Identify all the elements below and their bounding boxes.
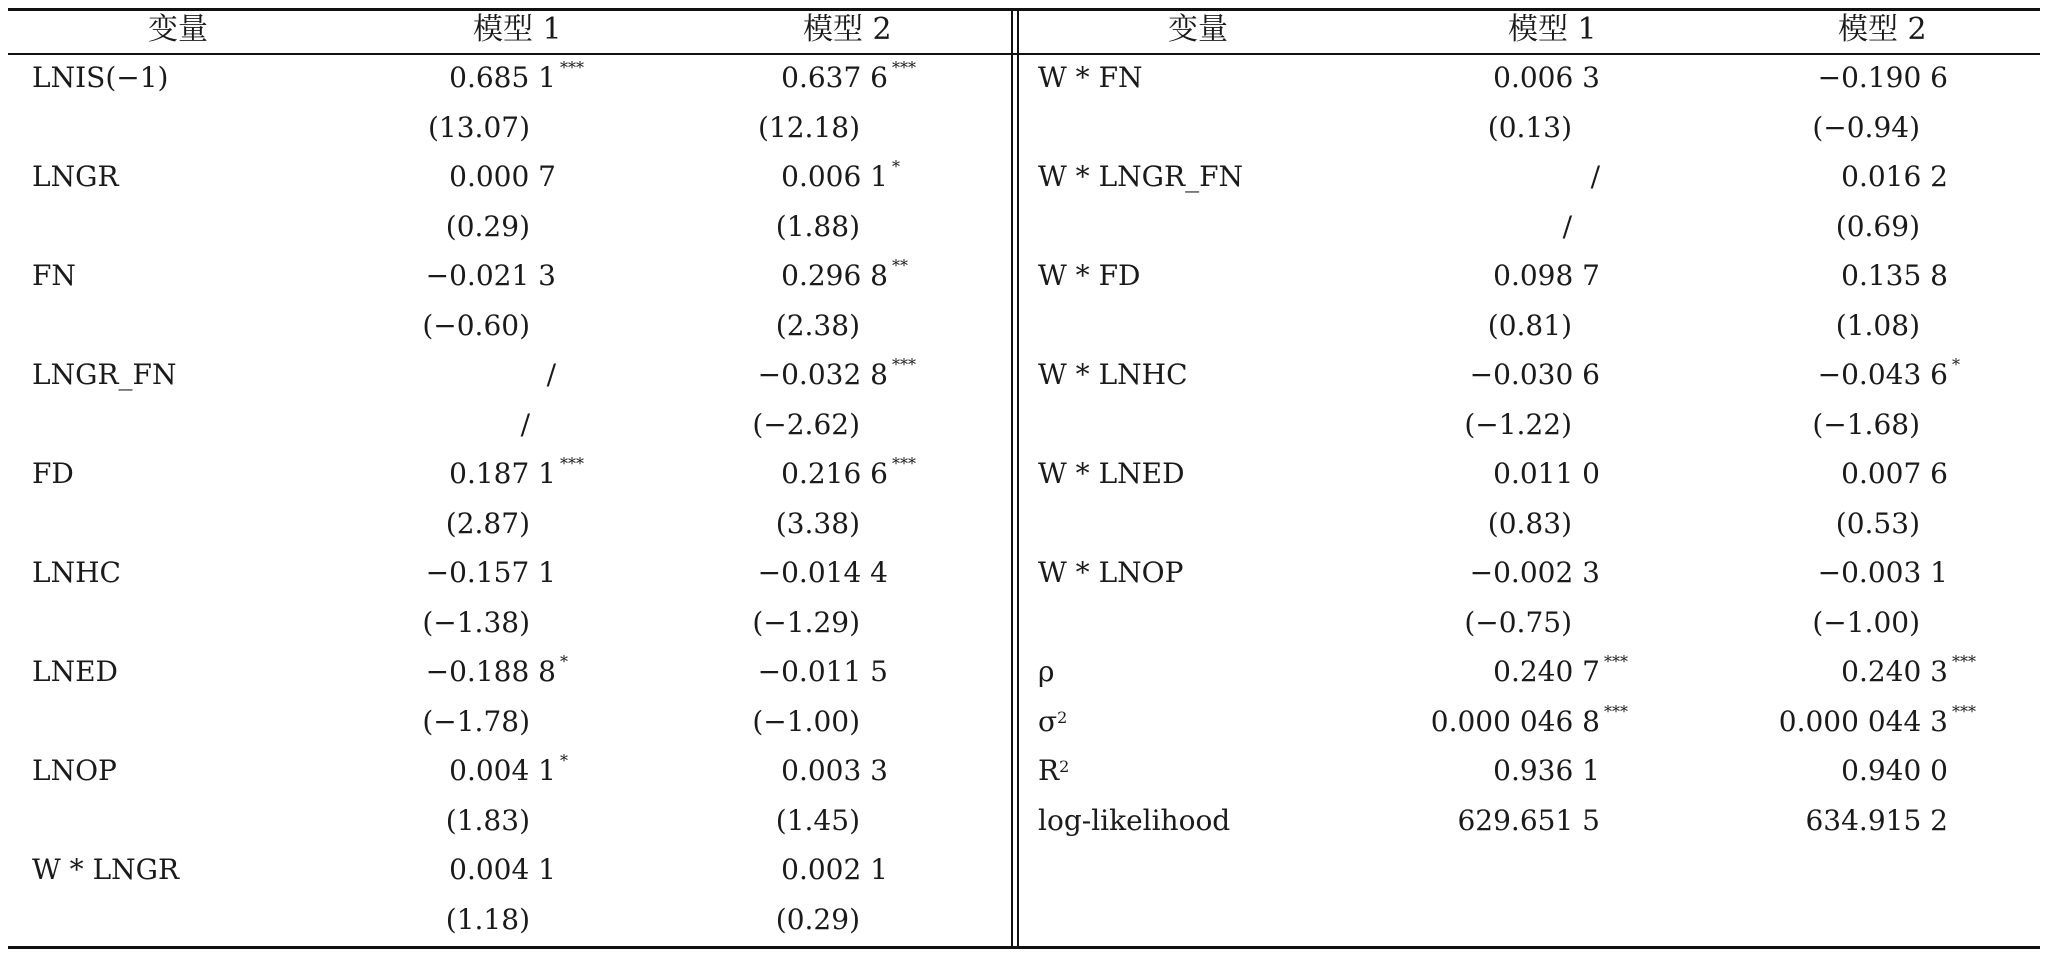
model2-coef: 0.007 6 [1841, 457, 1948, 490]
model1-sig [1604, 648, 1628, 684]
stat-label: ρ [1038, 655, 1055, 688]
header-rule [8, 53, 2040, 55]
significance-marker: *** [560, 58, 584, 77]
significance-marker: *** [892, 454, 916, 473]
column-divider [1017, 8, 1019, 949]
model2-coef: 0.135 8 [1841, 259, 1948, 292]
model1-tstat: (0.29) [445, 209, 530, 243]
model1-stat: 0.240 7 [1493, 655, 1600, 688]
model2-sig [892, 351, 916, 387]
model1-coef: 0.011 0 [1493, 457, 1600, 490]
model2-sig [892, 153, 900, 189]
model2-sig [1952, 648, 1976, 684]
model2-stat: 0.240 3 [1841, 655, 1948, 688]
row-label: LNIS(−1) [32, 61, 169, 94]
superscript: 2 [1057, 707, 1068, 727]
model1-tstat: / [520, 407, 530, 441]
model2-tstat: (0.53) [1835, 506, 1920, 540]
model2-coef: 0.296 8 [781, 259, 888, 292]
model1-tstat: (13.07) [427, 110, 530, 144]
model1-stat: 629.651 5 [1457, 803, 1600, 837]
model1-tstat: (−1.22) [1464, 407, 1572, 441]
header-var-right: 变量 [1168, 12, 1228, 47]
stat-label: log-likelihood [1038, 803, 1231, 837]
model2-stat: 0.000 044 3 [1778, 704, 1948, 738]
model2-stat: 634.915 2 [1805, 803, 1948, 837]
model2-tstat: (12.18) [757, 110, 860, 144]
model1-tstat: (1.83) [445, 803, 530, 837]
model1-sig [1604, 698, 1628, 734]
row-label: LNGR [32, 160, 119, 193]
model1-stat: 0.936 1 [1493, 754, 1600, 787]
model1-sig [560, 450, 584, 486]
model2-sig [892, 252, 908, 288]
model1-tstat: (1.18) [445, 902, 530, 936]
significance-marker: *** [560, 454, 584, 473]
model2-sig [1952, 351, 1960, 387]
model1-tstat: (−0.60) [422, 308, 530, 342]
bottom-rule [8, 946, 2040, 949]
model2-sig [892, 450, 916, 486]
row-label: LNOP [32, 754, 117, 787]
model2-tstat: (1.88) [775, 209, 860, 243]
model2-tstat: (3.38) [775, 506, 860, 540]
model2-coef: −0.190 6 [1817, 61, 1948, 94]
model1-coef: −0.030 6 [1469, 358, 1600, 391]
significance-marker: *** [1952, 652, 1976, 671]
significance-marker: *** [892, 355, 916, 374]
header-model1-right: 模型 1 [1508, 12, 1597, 47]
row-label: W * LNED [1038, 457, 1185, 490]
model1-tstat: (−1.38) [422, 605, 530, 639]
model2-coef: −0.032 8 [757, 358, 888, 391]
model2-coef: 0.002 1 [781, 853, 888, 886]
model1-coef: −0.002 3 [1469, 556, 1600, 589]
model2-sig [892, 54, 916, 90]
model1-stat: 0.000 046 8 [1430, 704, 1600, 738]
row-label: W * LNHC [1038, 358, 1188, 391]
model1-coef: 0.187 1 [449, 457, 556, 490]
model2-tstat: (−2.62) [752, 407, 860, 441]
model1-coef: 0.006 3 [1493, 61, 1600, 94]
model2-coef: 0.003 3 [781, 754, 888, 787]
model2-coef: −0.014 4 [757, 556, 888, 589]
top-rule [8, 8, 2040, 11]
superscript: 2 [1059, 757, 1070, 776]
model2-tstat: (−0.94) [1812, 110, 1920, 144]
model2-sig [1952, 698, 1976, 734]
model2-tstat: (2.38) [775, 308, 860, 342]
model1-tstat: (0.13) [1487, 110, 1572, 144]
model2-coef: 0.216 6 [781, 457, 888, 490]
row-label: W * FD [1038, 259, 1141, 292]
model1-coef: 0.685 1 [449, 61, 556, 94]
model1-coef: 0.004 1 [449, 853, 556, 886]
significance-marker: *** [1952, 701, 1976, 721]
model1-sig [560, 54, 584, 90]
header-var-left: 变量 [148, 12, 208, 47]
model2-stat: 0.940 0 [1841, 754, 1948, 787]
significance-marker: * [1952, 355, 1960, 374]
significance-marker: * [892, 157, 900, 176]
model2-coef: 0.016 2 [1841, 160, 1948, 193]
header-model2-left: 模型 2 [803, 12, 892, 47]
model2-tstat: (−1.00) [1812, 605, 1920, 639]
significance-marker: * [560, 751, 568, 770]
model1-tstat: / [1562, 209, 1572, 243]
row-label: LNHC [32, 556, 121, 589]
model1-coef: / [546, 358, 556, 391]
model1-tstat: (−1.78) [422, 704, 530, 738]
model1-coef: −0.021 3 [425, 259, 556, 292]
row-label: LNGR_FN [32, 358, 177, 391]
row-label: FD [32, 457, 74, 490]
significance-marker: *** [892, 58, 916, 77]
row-label: LNED [32, 655, 118, 688]
header-model2-right: 模型 2 [1838, 12, 1927, 47]
stat-label: $R^2$ [1038, 754, 1070, 787]
column-divider [1011, 8, 1013, 949]
model1-tstat: (0.83) [1487, 506, 1572, 540]
row-label: W * LNGR_FN [1038, 160, 1244, 193]
model2-tstat: (0.29) [775, 902, 860, 936]
significance-marker: ** [892, 256, 908, 275]
model1-tstat: (2.87) [445, 506, 530, 540]
model1-coef: −0.157 1 [425, 556, 556, 589]
significance-marker: * [560, 652, 568, 671]
model1-coef: 0.098 7 [1493, 259, 1600, 292]
model1-sig [560, 648, 568, 684]
model2-coef: 0.637 6 [781, 61, 888, 94]
model2-coef: −0.003 1 [1817, 556, 1948, 589]
model2-coef: −0.011 5 [757, 655, 888, 688]
model2-tstat: (1.45) [775, 803, 860, 837]
row-label: W * LNOP [1038, 556, 1184, 589]
header-model1-left: 模型 1 [473, 12, 562, 47]
model2-coef: 0.006 1 [781, 160, 888, 193]
model1-coef: −0.188 8 [425, 655, 556, 688]
model2-tstat: (−1.29) [752, 605, 860, 639]
model1-coef: 0.000 7 [449, 160, 556, 193]
model2-tstat: (−1.00) [752, 704, 860, 738]
row-label: W * LNGR [32, 853, 180, 886]
model1-tstat: (−0.75) [1464, 605, 1572, 639]
model2-tstat: (0.69) [1835, 209, 1920, 243]
model1-tstat: (0.81) [1487, 308, 1572, 342]
row-label: W * FN [1038, 61, 1143, 94]
model2-tstat: (1.08) [1835, 308, 1920, 342]
model1-coef: / [1590, 160, 1600, 193]
model2-coef: −0.043 6 [1817, 358, 1948, 391]
model1-sig [560, 747, 568, 783]
significance-marker: *** [1604, 701, 1628, 721]
model2-tstat: (−1.68) [1812, 407, 1920, 441]
significance-marker: *** [1604, 652, 1628, 671]
model1-coef: 0.004 1 [449, 754, 556, 787]
stat-label: $\sigma^2$ [1038, 704, 1068, 738]
row-label: FN [32, 259, 76, 292]
